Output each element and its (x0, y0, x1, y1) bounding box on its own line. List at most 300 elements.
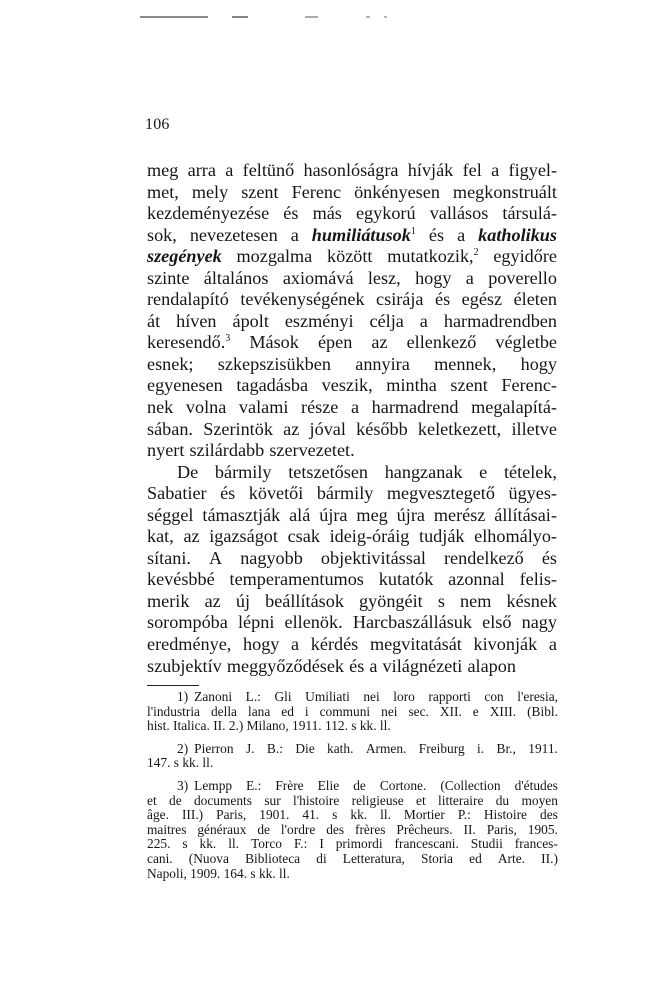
footnotes (147, 690, 558, 881)
word-text: vallásos (429, 203, 489, 224)
footnote-word: s (182, 836, 188, 852)
word (147, 591, 189, 613)
word (349, 656, 364, 678)
footnote-word: 1905. (527, 821, 558, 837)
word (549, 634, 557, 656)
word (397, 505, 425, 527)
footnote-word: francescani. (394, 836, 459, 852)
word (502, 203, 557, 225)
word-text: a (291, 634, 300, 655)
word-text: tudják (419, 526, 465, 547)
footnote-word: l'ordre (280, 821, 316, 837)
footnote-word: et (416, 792, 426, 808)
word-text: Sabatier (147, 483, 207, 504)
word-text: követői (248, 483, 304, 504)
footnote-word: Storia (421, 850, 453, 866)
word (311, 634, 358, 656)
word-text: illetve (511, 418, 557, 439)
word (478, 225, 557, 247)
text-line (147, 462, 557, 484)
text-line (147, 419, 557, 441)
word-text: újra (319, 504, 348, 525)
text-line (147, 505, 557, 527)
word-text: nem (460, 590, 492, 611)
word-text: világnézeti (382, 655, 463, 676)
word-text: kevésbbé (147, 569, 215, 590)
word (462, 289, 502, 311)
word (444, 311, 557, 333)
word-text: ápolt (232, 310, 269, 331)
word (283, 268, 354, 290)
footnote-line (147, 837, 558, 852)
footnote-word: I (319, 836, 324, 852)
word-text: meggyőződések (226, 655, 345, 676)
footnote-word: III.) (181, 807, 204, 823)
word (467, 656, 515, 678)
word (493, 246, 557, 268)
word (463, 160, 482, 182)
word-text: a (369, 655, 378, 676)
word (147, 397, 173, 419)
word (205, 591, 221, 613)
footnote-word: Elie (317, 777, 340, 793)
page-number: 106 (145, 116, 170, 133)
word-text: veszik, (321, 375, 373, 396)
footnote-word: Histoire (483, 807, 527, 823)
word-text: bármily (214, 461, 272, 482)
footnote-word: Biblioteca (245, 850, 301, 866)
word-text: alapon (467, 655, 516, 676)
word (183, 526, 199, 548)
emphasized-term: katholikus (478, 224, 557, 245)
word-text: a (419, 310, 428, 331)
footnote-word: nei (363, 689, 380, 704)
footnote-word: primordi (335, 836, 383, 852)
footnote-line (147, 719, 558, 734)
text-line (147, 225, 557, 247)
word-text: hasonlóságra (303, 160, 399, 180)
footnote-word: de (257, 821, 270, 837)
word-text: lépni (238, 612, 275, 633)
footnote (147, 742, 558, 771)
word-text: szubjektív (147, 655, 222, 676)
word-text: tevékenységének (240, 289, 365, 310)
footnote-word: loro (393, 689, 415, 704)
word-text: merész (433, 504, 486, 525)
word (147, 332, 230, 354)
footnote-reference[interactable]: 1 (410, 225, 416, 237)
footnote-word: de (169, 792, 182, 808)
word (444, 548, 524, 570)
word-text: a (465, 267, 474, 288)
footnote-text (147, 808, 558, 823)
footnote-word: cani. (147, 850, 173, 866)
footnote-word: de (353, 777, 366, 793)
word-text: lesz, (367, 267, 401, 288)
word (291, 634, 299, 656)
word (289, 505, 310, 527)
word (301, 397, 338, 419)
footnote-word: i (304, 703, 309, 719)
word-text: mintha (386, 375, 437, 396)
footnote-word: L.: (245, 689, 261, 704)
emphasized-term: humiliátusok (311, 224, 411, 245)
word-text: és (220, 483, 236, 504)
word-text: sában. (147, 418, 193, 439)
word (319, 505, 347, 527)
word-text: alá (289, 504, 311, 525)
word-text: sítani. (147, 547, 191, 568)
word (520, 569, 557, 591)
word (237, 246, 313, 268)
footnote-word: i. (477, 740, 485, 756)
word (355, 354, 410, 376)
footnote-text: hist. Italica. II. 2.) Milano, 1911. 112. s kk. ll. (147, 718, 391, 734)
word (147, 419, 193, 441)
word (147, 612, 228, 634)
text-line (147, 634, 557, 656)
footnote-word: âge. (147, 807, 169, 823)
footnote-word: Mortier (403, 807, 445, 823)
word (542, 548, 557, 570)
word-text: nagy (521, 612, 557, 633)
word-text: nyert (147, 440, 185, 461)
word (225, 160, 233, 182)
word-text: sok, (147, 224, 177, 245)
word-text: a (350, 397, 360, 418)
footnote-word: di (316, 850, 327, 866)
word-text: az (283, 418, 300, 439)
footnote-word: XII. (439, 703, 462, 719)
word-text: ellenök. (284, 612, 343, 633)
word (236, 375, 308, 397)
word-text: gyöngéit (359, 590, 423, 611)
word (501, 375, 557, 397)
word (202, 505, 280, 527)
footnote-line (147, 852, 558, 867)
word-text: igazságot (209, 526, 278, 547)
word (379, 569, 434, 591)
word (418, 419, 501, 441)
footnote-word: Armen. (365, 740, 407, 756)
footnote-word: l'industria (147, 703, 200, 719)
text-line (147, 289, 557, 311)
word-text: meg (147, 160, 179, 180)
word (310, 419, 346, 441)
footnote-word: Zanoni (194, 689, 233, 704)
word (243, 160, 295, 182)
word (387, 483, 495, 505)
word (327, 246, 372, 268)
word-text: végletbe (495, 332, 557, 353)
word-text: annyira (355, 353, 410, 374)
scan-artifact-marks (140, 14, 400, 20)
word-text: célja (369, 310, 404, 331)
word (318, 332, 352, 354)
word-text: megalapítá- (471, 397, 557, 418)
footnote-word: d'études (514, 777, 558, 793)
word-text: támasztják (202, 504, 281, 525)
word (317, 483, 374, 505)
word (429, 225, 444, 247)
text-line (147, 203, 557, 225)
word (312, 225, 416, 247)
word (209, 526, 278, 548)
word-text: harmadrend (371, 397, 459, 418)
word (285, 311, 354, 333)
word (218, 354, 331, 376)
word (474, 634, 538, 656)
word (239, 397, 289, 419)
word-text: eredménye, (147, 634, 232, 655)
footnote-word: Torco (250, 836, 282, 852)
word (230, 569, 364, 591)
word (209, 548, 222, 570)
word (285, 612, 343, 634)
word (506, 591, 557, 613)
word (372, 397, 459, 419)
word-text: egész (461, 289, 503, 310)
word (371, 332, 387, 354)
word-text: mozgalma (236, 246, 313, 267)
word-text: és (541, 547, 557, 568)
word (249, 483, 304, 505)
word (495, 332, 557, 354)
word (460, 591, 491, 613)
word-text: mely (191, 181, 229, 202)
word (147, 289, 229, 311)
word-text: tagadásba (236, 375, 309, 396)
footnote-word: sec. (408, 703, 429, 719)
word (408, 160, 453, 182)
word-text: kérdés (310, 634, 359, 655)
word (147, 548, 191, 570)
word (383, 656, 463, 678)
word (147, 268, 189, 290)
word (471, 397, 557, 419)
word-text: valami (238, 397, 289, 418)
word-text: harmadrendben (443, 310, 557, 331)
word-text: eszményi (284, 310, 354, 331)
word (356, 505, 387, 527)
word (283, 203, 298, 225)
text-line (147, 332, 557, 354)
footnote-text (194, 742, 558, 757)
word (147, 505, 193, 527)
word-text: A (209, 547, 223, 568)
footnote-line (147, 808, 558, 823)
word-text: késnek (506, 590, 557, 611)
word (265, 591, 344, 613)
paragraph-1 (147, 160, 557, 462)
footnote-word: s (332, 807, 338, 823)
word-text: ellenkező (406, 332, 477, 353)
text-line (147, 311, 557, 333)
footnote-word: E.: (246, 777, 262, 793)
footnote-word: (Collection (440, 777, 501, 793)
footnote-marker: 1) (177, 689, 189, 704)
word-text: a (290, 224, 299, 245)
word-text: felis- (519, 569, 557, 590)
word-text: rendalapító (147, 289, 229, 310)
word-text: elhomályo- (474, 526, 557, 547)
footnote-word: (Bibl. (527, 703, 558, 719)
footnote-word: II. (463, 821, 476, 837)
word (509, 160, 557, 182)
footnote-word: du (495, 792, 510, 808)
word (236, 591, 250, 613)
footnote-word: 225. (147, 836, 171, 852)
footnote-word: Paris, (216, 807, 247, 823)
word-text: sorompóba (147, 612, 228, 633)
word (227, 656, 344, 678)
word-text: séggel (147, 504, 194, 525)
word-text: Harcbaszállásuk (352, 612, 472, 633)
footnote-word: l'eresia, (517, 689, 558, 704)
word (369, 656, 377, 678)
footnote-word: Cortone. (379, 777, 427, 793)
footnote-text (147, 823, 558, 838)
footnote-word: Studii (470, 836, 503, 852)
word-text: Ferenc (291, 181, 342, 202)
word-text: azonnal (448, 569, 505, 590)
footnote-word: ll. (228, 836, 240, 852)
footnote-word: Letteratura, (342, 850, 405, 866)
word-text: kivonják (473, 634, 538, 655)
word-text: egykorú (355, 203, 416, 224)
word (322, 375, 373, 397)
word-text: része (301, 397, 339, 418)
footnote-marker: 3) (177, 777, 189, 793)
word (359, 591, 423, 613)
word (147, 182, 179, 204)
text-line (147, 591, 557, 613)
footnote-word: ed (281, 703, 294, 719)
word (430, 203, 489, 225)
word-text: De (177, 461, 199, 482)
word (147, 526, 174, 548)
word (238, 612, 274, 634)
word (190, 225, 278, 247)
word-text: volna (185, 397, 227, 418)
word (387, 246, 478, 268)
word (370, 634, 462, 656)
footnote-text (147, 852, 558, 867)
word (482, 612, 511, 634)
word-text: állításai- (494, 504, 557, 525)
word-text: Szerintök (203, 418, 273, 439)
word (407, 332, 477, 354)
word-text: objektivitással (320, 547, 426, 568)
word-text: és (435, 289, 451, 310)
word (240, 289, 364, 311)
word-text: át (147, 310, 161, 331)
word-text: és (349, 655, 365, 676)
text-line (147, 526, 557, 548)
word-text: első (482, 612, 512, 633)
word-text: a (548, 634, 557, 655)
word (356, 419, 408, 441)
word (435, 289, 450, 311)
footnote-text (147, 837, 558, 852)
footnote-word: frances- (514, 836, 558, 852)
footnote-word: généraux (197, 821, 247, 837)
word (491, 160, 499, 182)
footnote-reference[interactable]: 2 (473, 247, 479, 259)
word (147, 354, 193, 376)
word-text: és (283, 203, 299, 224)
word (204, 268, 269, 290)
text-line (147, 354, 557, 376)
footnote-word: e (472, 703, 479, 719)
footnote-reference[interactable]: 3 (225, 333, 231, 345)
footnote-line (147, 742, 558, 757)
word (457, 225, 465, 247)
footnote-word: Arte. (497, 850, 526, 866)
text-line (147, 483, 557, 505)
word-text: később (356, 418, 408, 439)
word-text: szervezetet. (269, 440, 355, 461)
footnote-word: kk. (199, 836, 217, 852)
footnote-word: litteraire (438, 792, 484, 808)
word (438, 591, 445, 613)
word (434, 505, 486, 527)
word-text: szinte (147, 267, 190, 288)
word (288, 462, 368, 484)
word (176, 311, 216, 333)
word (291, 225, 299, 247)
word (147, 225, 177, 247)
word (521, 354, 557, 376)
word (479, 462, 487, 484)
footnote-word: XIII. (489, 703, 517, 719)
word-text: temperamentumos (229, 569, 364, 590)
word-text: hogy (415, 267, 452, 288)
word (450, 375, 487, 397)
word (330, 526, 410, 548)
footnote-word: Prêcheurs. (396, 821, 453, 837)
word-text: újra (396, 504, 425, 525)
word (522, 612, 557, 634)
word-text: általános (203, 267, 269, 288)
word-text: hangzanak (384, 461, 463, 482)
word-text: nek (147, 397, 174, 418)
word-text: és (428, 224, 445, 245)
word-text: nevezetesen (189, 224, 278, 245)
word-text: keresendő. (147, 332, 226, 353)
footnote-word: rapporti (428, 689, 471, 704)
word (434, 354, 496, 376)
text-line (147, 440, 557, 462)
word-text: csirája (376, 289, 424, 310)
footnote-word: B.: (266, 740, 283, 756)
footnote-line (147, 705, 558, 720)
word (448, 569, 505, 591)
footnote-word: et (147, 792, 157, 808)
word (453, 182, 557, 204)
word (508, 483, 557, 505)
footnote-word: communi (319, 703, 371, 719)
footnote-word: (Nuova (188, 850, 229, 866)
word (147, 311, 160, 333)
word (188, 160, 216, 182)
word-text: Mások (249, 332, 299, 353)
word-text: szilárdabb (189, 440, 265, 461)
footnote-separator (147, 685, 199, 686)
word-text: hogy (520, 353, 557, 374)
word-text: az (183, 526, 200, 547)
word (288, 526, 320, 548)
